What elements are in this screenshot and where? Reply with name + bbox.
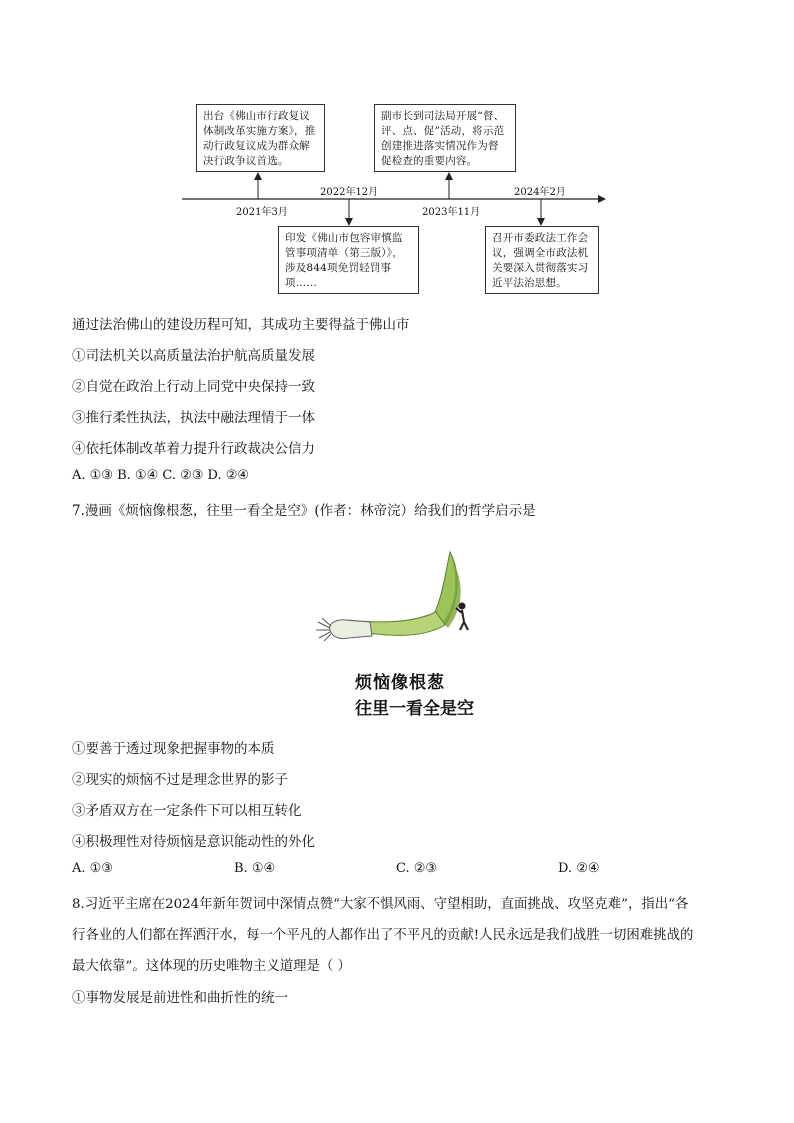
timeline-box-2024: 召开市委政法工作会议，强调全市政法机关要深入贯彻落实习近平法治思想。 (485, 226, 599, 294)
scallion-stalk (330, 620, 372, 639)
scallion-roots (316, 618, 331, 641)
q7-option-c: C. ②③ (396, 861, 438, 876)
q6-stem: 通过法治佛山的建设历程可知，其成功主要得益于佛山市 (72, 317, 410, 333)
q7-option-b: B. ①④ (234, 861, 276, 876)
q6-item-4: ④依托体制改革着力提升行政裁决公信力 (72, 441, 315, 457)
peeking-figure-body (456, 608, 468, 630)
q6-item-3: ③推行柔性执法，执法中融法理情于一体 (72, 410, 315, 426)
timeline-box-2021: 出台《佛山市行政复议体制改革实施方案》，推动行政复议成为群众解决行政争议首选。 (196, 104, 325, 172)
timeline-box-2022: 印发《佛山市包容审慎监管事项清单（第三版）》，涉及844项免罚轻罚事项…… (278, 226, 419, 294)
q7-option-d: D. ②④ (558, 861, 600, 876)
q8-stem-line-1: 8.习近平主席在2024年新年贺词中深情点赞“大家不惧风雨、守望相助，直面挑战、攻坚克难”，指出“各 (72, 897, 689, 912)
q7-option-a: A. ①③ (72, 861, 113, 876)
peeking-figure-head (459, 603, 466, 610)
cartoon-caption-line-2: 往里一看全是空 (355, 699, 474, 719)
q7-stem: 7.漫画《烦恼像根葱，往里一看全是空》(作者：林帝浣）给我们的哲学启示是 (72, 503, 536, 519)
q7-item-2: ②现实的烦恼不过是理念世界的影子 (72, 772, 288, 788)
q6-options: A. ①③ B. ①④ C. ②③ D. ②④ (72, 468, 250, 483)
q6-item-2: ②自觉在政治上行动上同党中央保持一致 (72, 379, 315, 395)
q7-item-3: ③矛盾双方在一定条件下可以相互转化 (72, 803, 302, 819)
timeline-date-2022: 2022年12月 (320, 187, 379, 198)
q8-stem-line-2: 行各业的人们都在挥洒汗水，每一个平凡的人都作出了不平凡的贡献!人民永远是我们战胜一切困难挑战的 (72, 928, 694, 943)
q7-item-1: ①要善于透过现象把握事物的本质 (72, 741, 275, 757)
q6-item-1: ①司法机关以高质量法治护航高质量发展 (72, 348, 315, 364)
timeline-date-2023: 2023年11月 (422, 207, 481, 218)
q7-item-4: ④积极理性对待烦恼是意识能动性的外化 (72, 834, 315, 850)
q8-stem-line-3: 最大依靠”。这体现的历史唯物主义道理是（ ） (72, 959, 351, 974)
timeline-box-2023: 副市长到司法局开展“督、评、点、促”活动，将示范创建推进落实情况作为督促检查的重要内容。 (374, 104, 516, 172)
timeline-date-2024: 2024年2月 (514, 187, 566, 198)
timeline-date-2021: 2021年3月 (236, 207, 288, 218)
q8-item-1: ①事物发展是前进性和曲折性的统一 (72, 990, 288, 1006)
cartoon-caption-line-1: 烦恼像根葱 (355, 673, 445, 693)
